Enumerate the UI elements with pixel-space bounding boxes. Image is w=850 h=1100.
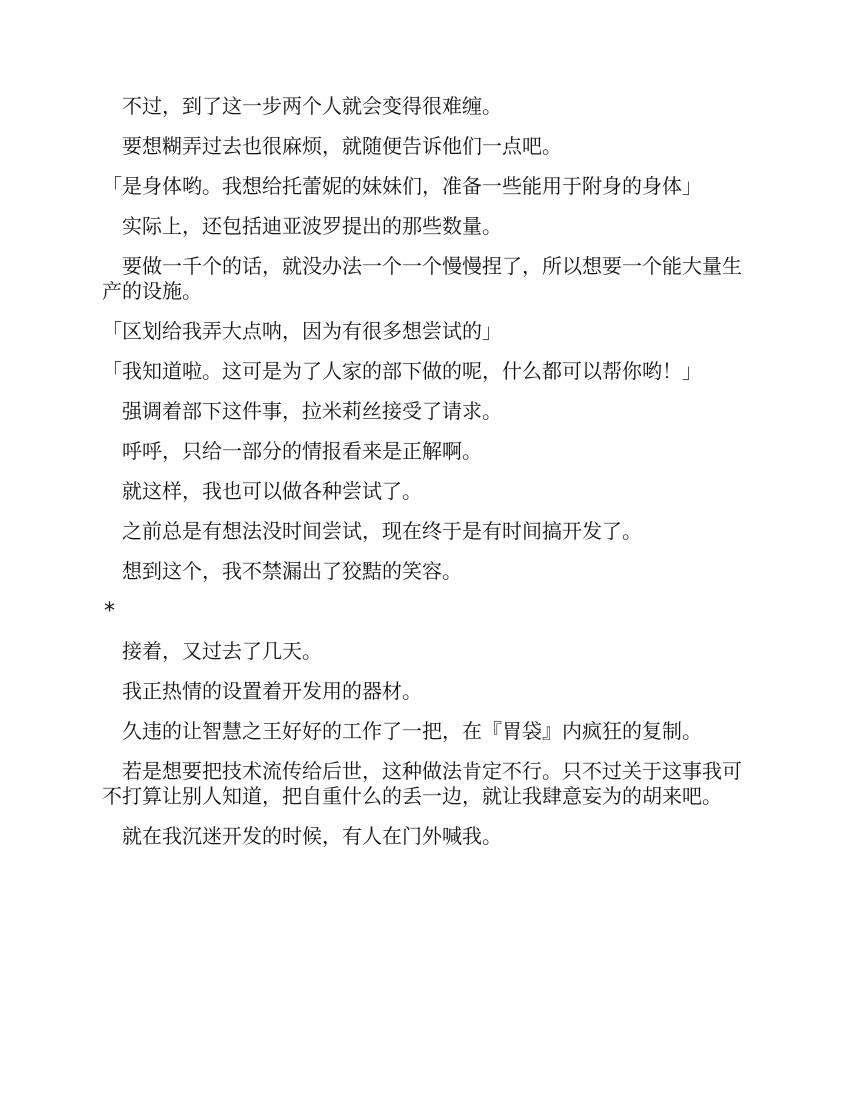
paragraph: 就在我沉迷开发的时候，有人在门外喊我。 xyxy=(122,824,502,848)
paragraph: 久违的让智慧之王好好的工作了一把，在『胃袋』内疯狂的复制。 xyxy=(122,719,702,743)
paragraph: 之前总是有想法没时间尝试，现在终于是有时间搞开发了。 xyxy=(122,519,642,543)
document-body xyxy=(102,94,752,864)
paragraph: 实际上，还包括迪亚波罗提出的那些数量。 xyxy=(122,214,502,238)
paragraph: 不过，到了这一步两个人就会变得很难缠。 xyxy=(122,94,502,118)
paragraph: 要做一千个的话，就没办法一个一个慢慢捏了，所以想要一个能大量生产的设施。 xyxy=(102,254,742,303)
paragraph: 接着，又过去了几天。 xyxy=(122,639,322,663)
scene-separator: * xyxy=(104,599,115,624)
paragraph: 要想糊弄过去也很麻烦，就随便告诉他们一点吧。 xyxy=(122,134,562,158)
paragraph: 若是想要把技术流传给后世，这种做法肯定不行。只不过关于这事我可不打算让别人知道，把自重什么的丢一边，就让我肆意妄为的胡来吧。 xyxy=(102,759,742,808)
paragraph: 强调着部下这件事，拉米莉丝接受了请求。 xyxy=(122,399,502,423)
paragraph: 想到这个，我不禁漏出了狡黠的笑容。 xyxy=(122,559,462,583)
dialog-line: 「我知道啦。这可是为了人家的部下做的呢，什么都可以帮你哟！」 xyxy=(102,359,702,383)
paragraph: 就这样，我也可以做各种尝试了。 xyxy=(122,479,422,503)
paragraph: 我正热情的设置着开发用的器材。 xyxy=(122,679,422,703)
paragraph: 呼呼，只给一部分的情报看来是正解啊。 xyxy=(122,439,482,463)
dialog-line: 「是身体哟。我想给托蕾妮的妹妹们，准备一些能用于附身的身体」 xyxy=(102,174,702,198)
dialog-line: 「区划给我弄大点呐，因为有很多想尝试的」 xyxy=(102,319,502,343)
